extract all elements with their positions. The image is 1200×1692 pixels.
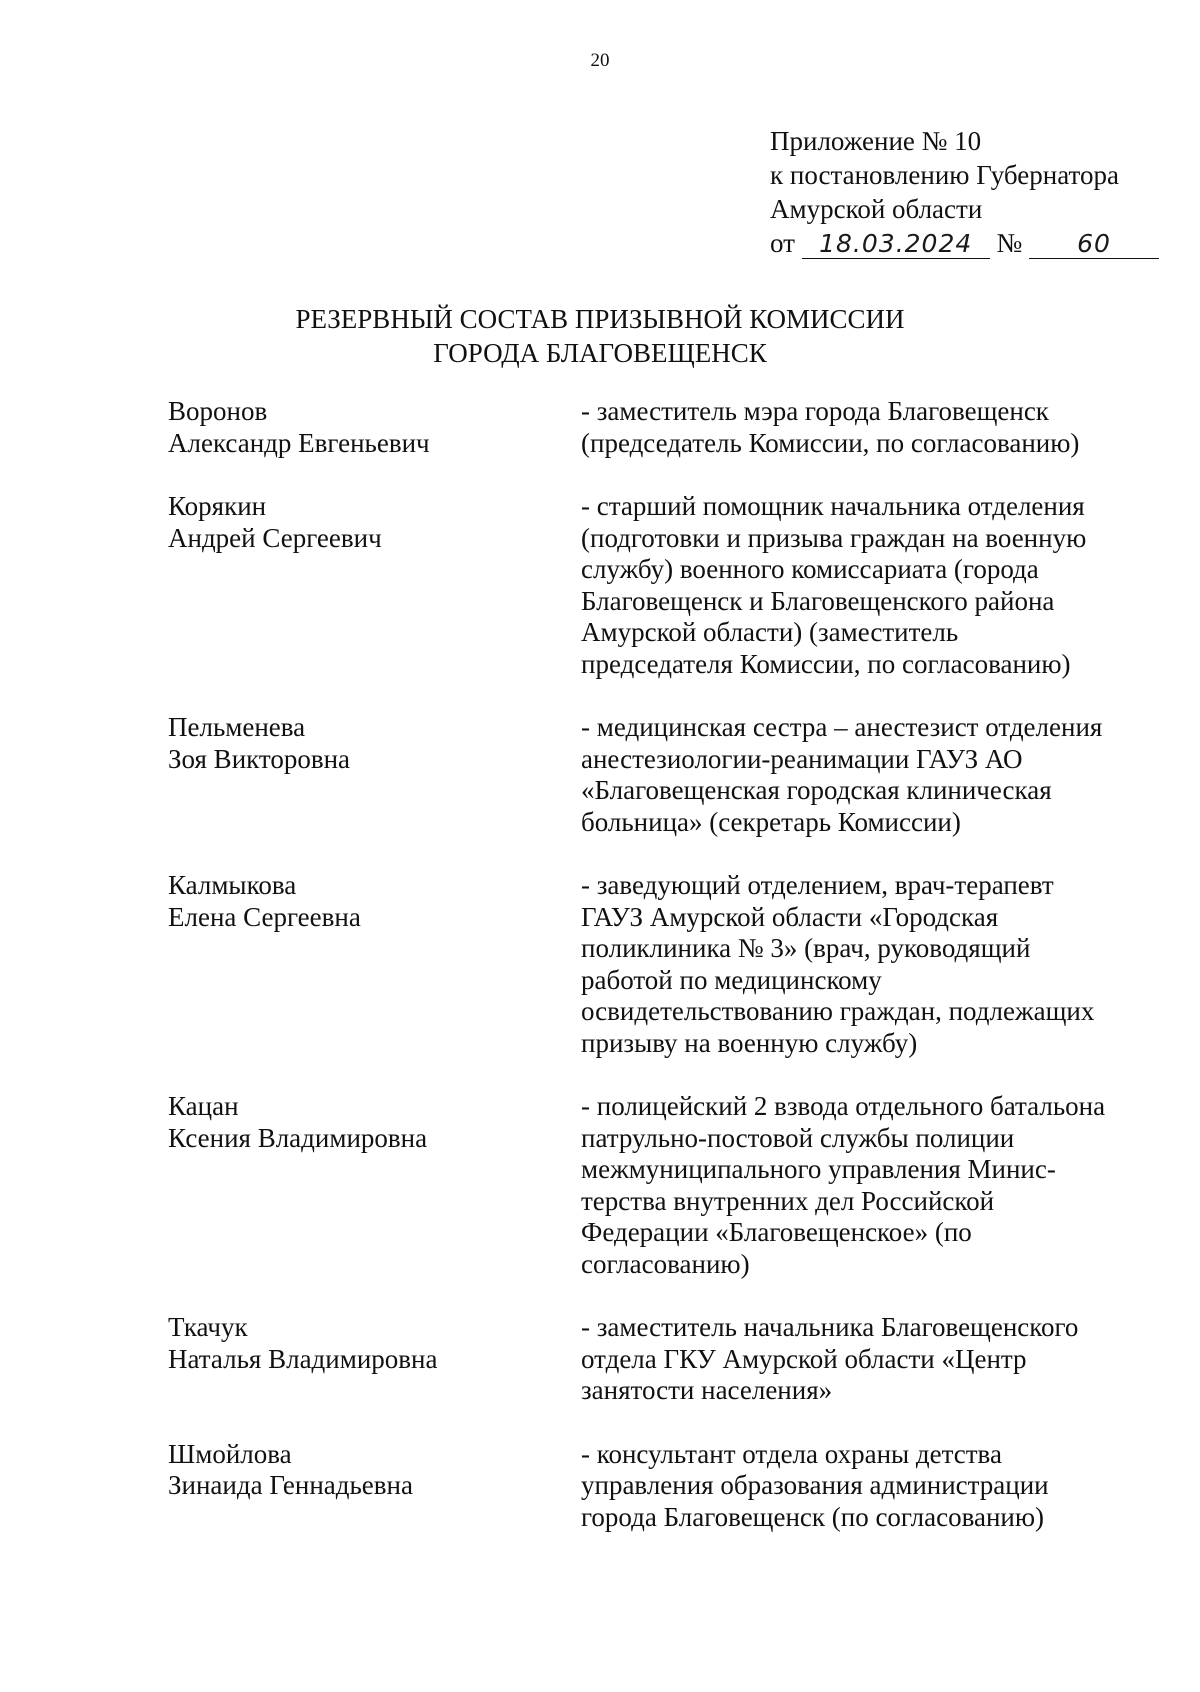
member-role-line: ГАУЗ Амурской области «Городская bbox=[581, 901, 999, 932]
member-row bbox=[168, 712, 1128, 838]
member-role bbox=[581, 1439, 1121, 1534]
member-role-line: межмуниципального управления Минис- bbox=[581, 1154, 1056, 1184]
member-role-line: - консультант отдела охраны детства bbox=[581, 1438, 1002, 1469]
member-given-name: Наталья Владимировна bbox=[168, 1343, 438, 1374]
member-row bbox=[168, 1312, 1128, 1407]
number-sign: № bbox=[996, 228, 1023, 258]
member-role-line: согласованию) bbox=[581, 1248, 750, 1279]
page-number: 20 bbox=[590, 50, 610, 71]
member-name bbox=[168, 1091, 581, 1280]
member-surname: Ткачук bbox=[168, 1312, 248, 1342]
member-name bbox=[168, 1439, 581, 1534]
member-role-line: патрульно-постовой службы полиции bbox=[581, 1122, 1015, 1153]
member-role bbox=[581, 870, 1121, 1059]
appendix-title: Приложение № 10 bbox=[770, 126, 982, 156]
member-given-name: Александр Евгеньевич bbox=[168, 427, 430, 458]
member-role-line: - полицейский 2 взвода отдельного батальона bbox=[581, 1091, 1106, 1121]
document-title bbox=[0, 302, 1200, 370]
member-given-name: Зоя Викторовна bbox=[168, 743, 351, 774]
member-role-line: анестезиологии-реанимации ГАУЗ АО bbox=[581, 743, 1023, 774]
member-role bbox=[581, 1091, 1121, 1280]
date-prefix: от bbox=[770, 228, 795, 258]
member-role-line: - медицинская сестра – анестезист отделения bbox=[581, 712, 1103, 742]
member-role-line: - старший помощник начальника отделения bbox=[581, 491, 1085, 521]
appendix-region: Амурской области bbox=[770, 194, 983, 224]
member-name bbox=[168, 396, 581, 459]
member-role-line: «Благовещенская городская клиническая bbox=[581, 775, 1052, 805]
member-surname: Пельменева bbox=[168, 712, 306, 742]
member-role-line: (подготовки и призыва граждан на военную bbox=[581, 522, 1087, 553]
member-role-line: поликлиника № 3» (врач, руководящий bbox=[581, 933, 1031, 963]
member-role-line: службу) военного комиссариата (города bbox=[581, 554, 1039, 584]
member-surname: Шмойлова bbox=[168, 1438, 292, 1469]
member-role-line: Благовещенск и Благовещенского района bbox=[581, 585, 1055, 616]
member-name bbox=[168, 491, 581, 680]
handwritten-number: 60 bbox=[1029, 230, 1159, 259]
member-surname: Корякин bbox=[168, 491, 267, 521]
title-line-2: ГОРОДА БЛАГОВЕЩЕНСК bbox=[433, 338, 767, 368]
member-surname: Калмыкова bbox=[168, 870, 297, 900]
member-role-line: Амурской области) (заместитель bbox=[581, 617, 959, 647]
member-row bbox=[168, 1439, 1128, 1534]
member-role-line: больница» (секретарь Комиссии) bbox=[581, 806, 961, 837]
member-role bbox=[581, 1312, 1121, 1407]
member-role-line: (председатель Комиссии, по согласованию) bbox=[581, 427, 1080, 458]
member-role-line: города Благовещенск (по согласованию) bbox=[581, 1501, 1045, 1532]
appendix-date-line bbox=[770, 226, 1159, 260]
member-given-name: Зинаида Геннадьевна bbox=[168, 1470, 413, 1500]
member-surname: Кацан bbox=[168, 1091, 239, 1121]
member-role-line: отдела ГКУ Амурской области «Центр bbox=[581, 1343, 1027, 1374]
appendix-reference: к постановлению Губернатора bbox=[770, 160, 1119, 190]
member-role-line: - заместитель мэра города Благовещенск bbox=[581, 396, 1049, 426]
member-role-line: председателя Комиссии, по согласованию) bbox=[581, 648, 1071, 679]
title-line-1: РЕЗЕРВНЫЙ СОСТАВ ПРИЗЫВНОЙ КОМИССИИ bbox=[295, 304, 905, 334]
member-role-line: терства внутренних дел Российской bbox=[581, 1185, 995, 1216]
member-role bbox=[581, 712, 1121, 838]
member-surname: Воронов bbox=[168, 396, 268, 426]
member-role-line: работой по медицинскому bbox=[581, 964, 882, 995]
member-row bbox=[168, 396, 1128, 459]
member-name bbox=[168, 1312, 581, 1407]
member-role-line: освидетельствованию граждан, подлежащих bbox=[581, 996, 1095, 1026]
member-role-line: Федерации «Благовещенское» (по bbox=[581, 1217, 972, 1247]
member-given-name: Елена Сергеевна bbox=[168, 901, 361, 932]
member-row bbox=[168, 870, 1128, 1059]
member-given-name: Ксения Владимировна bbox=[168, 1122, 428, 1153]
member-role-line: занятости населения» bbox=[581, 1375, 833, 1405]
member-name bbox=[168, 870, 581, 1059]
handwritten-date: 18.03.2024 bbox=[802, 230, 990, 259]
member-row bbox=[168, 491, 1128, 680]
member-role-line: - заведующий отделением, врач-терапевт bbox=[581, 870, 1054, 900]
members-list bbox=[168, 396, 1128, 1565]
member-role bbox=[581, 396, 1121, 459]
member-role-line: призыву на военную службу) bbox=[581, 1027, 918, 1058]
member-role-line: управления образования администрации bbox=[581, 1470, 1049, 1500]
appendix-header bbox=[770, 124, 1159, 260]
member-row bbox=[168, 1091, 1128, 1280]
member-role-line: - заместитель начальника Благовещенского bbox=[581, 1312, 1079, 1342]
member-given-name: Андрей Сергеевич bbox=[168, 522, 382, 553]
member-name bbox=[168, 712, 581, 838]
member-role bbox=[581, 491, 1121, 680]
